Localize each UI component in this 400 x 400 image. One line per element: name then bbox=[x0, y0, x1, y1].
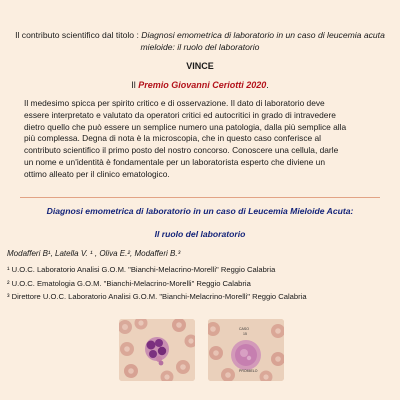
section-divider bbox=[20, 197, 380, 198]
affiliation-3: ³ Direttore U.O.C. Laboratorio Analisi G.O.M. "Bianchi-Melacrino-Morelli" Reggio Calabria bbox=[7, 292, 307, 301]
smear-cell-label: PROMIELO bbox=[239, 369, 258, 373]
vince-heading: VINCE bbox=[186, 61, 214, 71]
paper-subtitle: Il ruolo del laboratorio bbox=[154, 229, 246, 239]
blood-smear-left-drawing bbox=[119, 319, 195, 381]
blood-smear-image-left bbox=[119, 319, 195, 381]
author-list: Modafferi B¹, Latella V. ¹ , Oliva E.², Modafferi B.³ bbox=[7, 249, 181, 258]
motivation-line: più complessa. Degna di nota è la microscopia, che in questo caso conferisce al bbox=[24, 133, 322, 144]
smear-case-label: CASO bbox=[239, 327, 249, 331]
award-period: . bbox=[266, 80, 269, 90]
award-article: Il bbox=[131, 80, 139, 90]
smear-case-number: 15 bbox=[243, 332, 247, 336]
award-line bbox=[0, 80, 400, 90]
affiliation-1: ¹ U.O.C. Laboratorio Analisi G.O.M. "Bianchi-Melacrino-Morelli" Reggio Calabria bbox=[7, 265, 276, 274]
motivation-line: ottimo alleato per il clinico ematologico. bbox=[24, 168, 170, 179]
award-name: Premio Giovanni Ceriotti 2020 bbox=[138, 80, 267, 90]
motivation-paragraph bbox=[24, 98, 384, 181]
intro-paragraph bbox=[14, 29, 386, 53]
intro-paper-title: Diagnosi emometrica di laboratorio in un caso di leucemia acuta mieloide: il ruolo del laboratorio bbox=[140, 30, 385, 52]
motivation-line: un nome e un'identità è fondamentale per un laboratorista esperto che diviene un bbox=[24, 156, 325, 167]
blood-smear-image-right bbox=[208, 319, 284, 381]
intro-lead: Il contributo scientifico dal titolo : bbox=[15, 30, 142, 40]
motivation-line: Il medesimo spicca per spirito critico e di osservazione. Il dato di laboratorio deve bbox=[24, 98, 325, 108]
paper-title: Diagnosi emometrica di laboratorio in un caso di Leucemia Mieloide Acuta: bbox=[46, 206, 354, 216]
motivation-line: essere interpretato e valutato da operatori critici ed autocritici in grado di intravedere bbox=[24, 109, 336, 120]
motivation-line: dietro quello che può essere un semplice numero una patologia, dalla più semplice alla bbox=[24, 121, 347, 132]
affiliation-2: ² U.O.C. Ematologia G.O.M. "Bianchi-Melacrino-Morelli" Reggio Calabria bbox=[7, 279, 251, 288]
motivation-line: contributo scientifico il primo posto del nostro concorso. Conoscere una cellula, darle bbox=[24, 145, 339, 156]
